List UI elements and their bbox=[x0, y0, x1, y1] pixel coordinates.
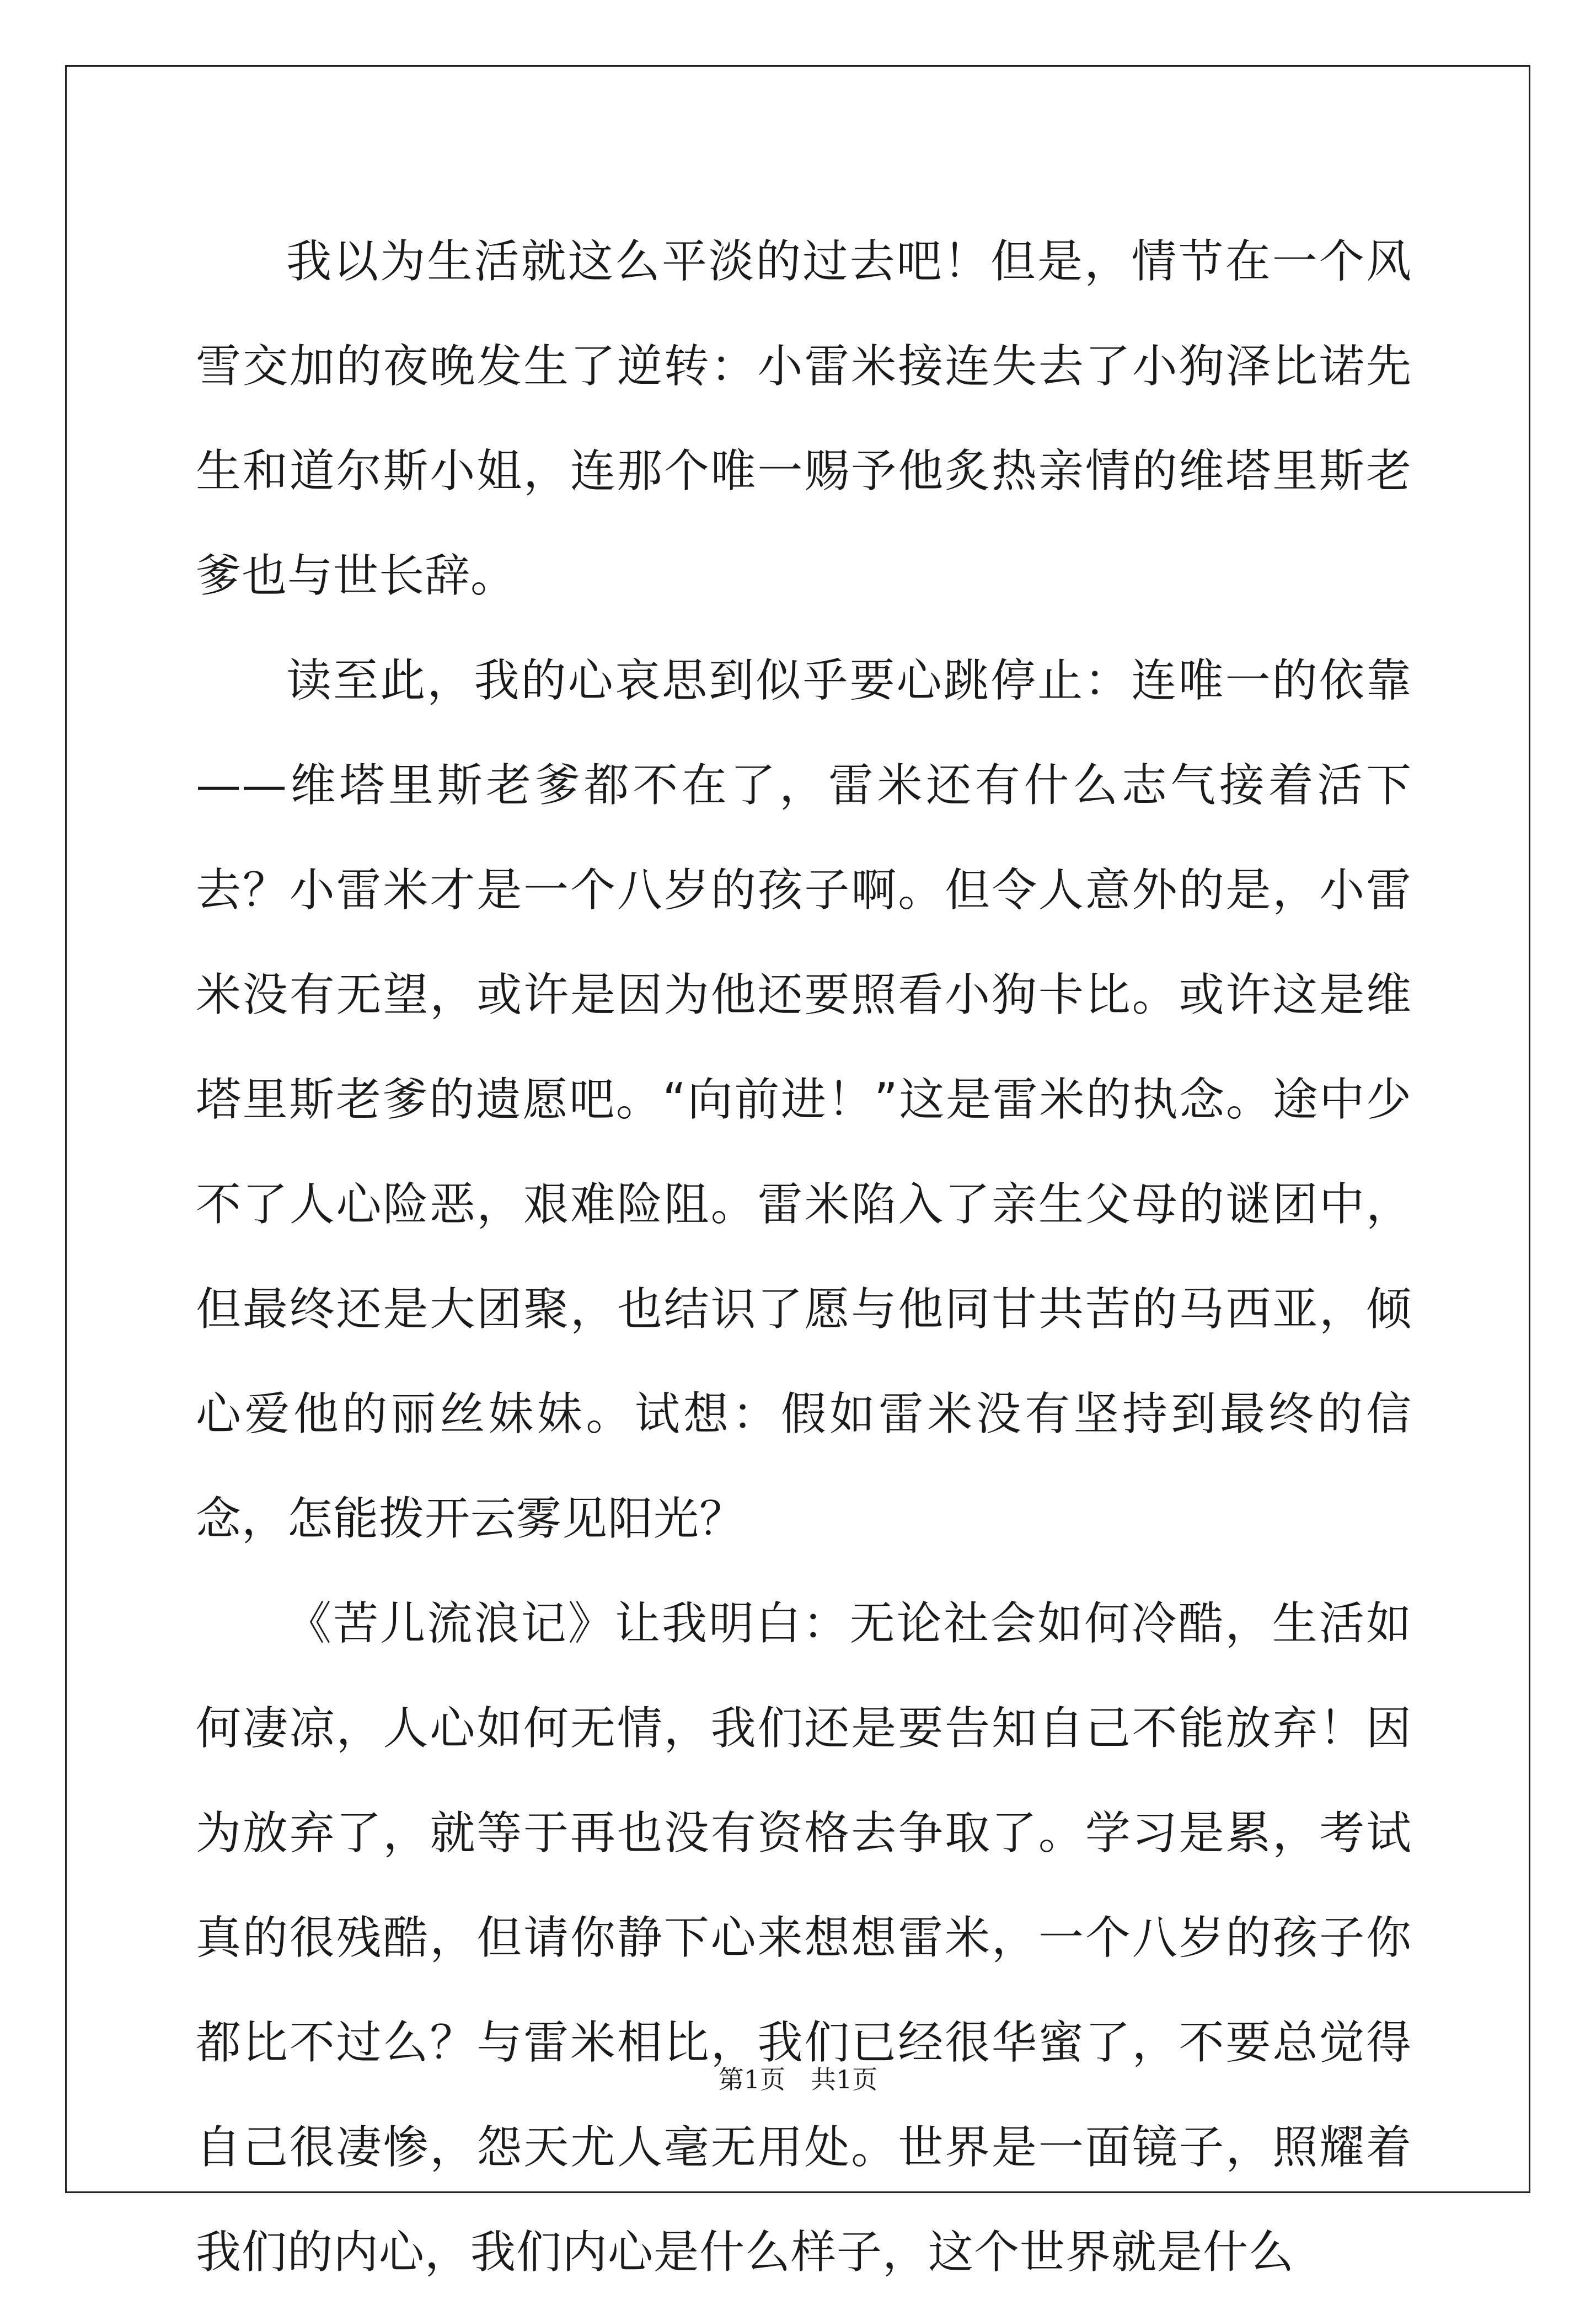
document-body bbox=[196, 210, 1412, 2305]
paragraph-2: 读至此，我的心哀思到似乎要心跳停止：连唯一的依靠——维塔里斯老爹都不在了，雷米还有什么志气接着活下去？小雷米才是一个八岁的孩子啊。但令人意外的是，小雷米没有无望，或许是因为他还要照看小狗卡比。或许这是维塔里斯老爹的遗愿吧。“向前进！”这是雷米的执念。途中少不了人心险恶，艰难险阻。雷米陷入了亲生父母的谜团中，但最终还是大团聚，也结识了愿与他同甘共苦的马西亚，倾心爱他的丽丝妹妹。试想：假如雷米没有坚持到最终的信念，怎能拨开云雾见阳光？ bbox=[196, 655, 1412, 1545]
paragraph-1: 我以为生活就这么平淡的过去吧！但是，情节在一个风雪交加的夜晚发生了逆转：小雷米接连失去了小狗泽比诺先生和道尔斯小姐，连那个唯一赐予他炙热亲情的维塔里斯老爹也与世长辞。 bbox=[196, 235, 1412, 602]
paragraph-3: 《苦儿流浪记》让我明白：无论社会如何冷酷，生活如何凄凉，人心如何无情，我们还是要告知自己不能放弃！因为放弃了，就等于再也没有资格去争取了。学习是累，考试真的很残酷，但请你静下心来想想雷米，一个八岁的孩子你都比不过么？与雷米相比，我们已经很华蜜了，不要总觉得自己很凄惨，怨天尤人毫无用处。世界是一面镜子，照耀着我们的内心，我们内心是什么样子，这个世界就是什么 bbox=[196, 1598, 1412, 2279]
page-number: 第1页 共1页 bbox=[718, 2065, 878, 2094]
